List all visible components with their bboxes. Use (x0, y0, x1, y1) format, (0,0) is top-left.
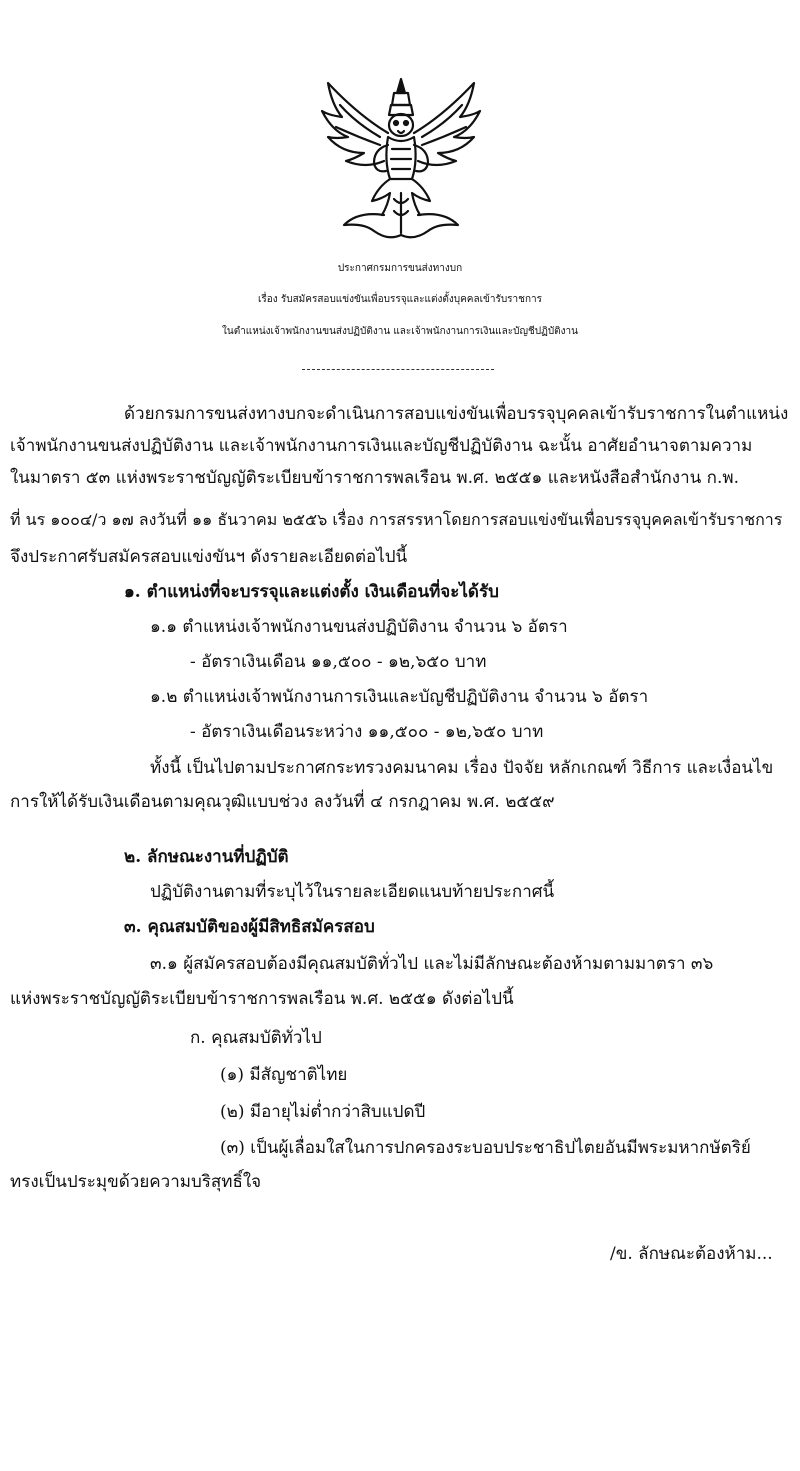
position-1: ๑.๑ ตำแหน่งเจ้าพนักงานขนส่งปฏิบัติงาน จำนวน ๖ อัตรา (150, 617, 568, 637)
intro-line-4: ที่ นร ๑๐๐๔/ว ๑๗ ลงวันที่ ๑๑ ธันวาคม ๒๕๕๖ เรื่อง การสรรหาโดยการสอบแข่งขันเพื่อบรรจุบุคคลเข้ารับราชการ (10, 510, 783, 529)
section-2-body: ปฏิบัติงานตามที่ระบุไว้ในรายละเอียดแนบท้ายประกาศนี้ (150, 882, 555, 902)
qualification-item-2: (๒) มีอายุไม่ต่ำกว่าสิบแปดปี (220, 1102, 426, 1122)
garuda-emblem-icon (318, 75, 484, 243)
salary-note-line-1: ทั้งนี้ เป็นไปตามประกาศกระทรวงคมนาคม เรื่อง ปัจจัย หลักเกณฑ์ วิธีการ และเงื่อนไข (150, 758, 774, 778)
announcement-positions: ในตำแหน่งเจ้าพนักงานขนส่งปฏิบัติงาน และเจ้าพนักงานการเงินและบัญชีปฏิบัติงาน (221, 326, 579, 337)
salary-note-line-2: การให้ได้รับเงินเดือนตามคุณวุฒิแบบช่วง ลงวันที่ ๔ กรกฎาคม พ.ศ. ๒๕๕๙ (10, 792, 555, 812)
section-2-heading: ๒. ลักษณะงานที่ปฏิบัติ (124, 847, 289, 867)
intro-line-5: จึงประกาศรับสมัครสอบแข่งขันฯ ดังรายละเอียดต่อไปนี้ (10, 547, 408, 567)
title-divider (302, 369, 494, 370)
qualification-item-3-line-2: ทรงเป็นประมุขด้วยความบริสุทธิ์ใจ (10, 1172, 262, 1192)
section-3-heading: ๓. คุณสมบัติของผู้มีสิทธิสมัครสอบ (124, 917, 375, 937)
intro-line-3: ในมาตรา ๕๓ แห่งพระราชบัญญัติระเบียบข้าราชการพลเรือน พ.ศ. ๒๕๕๑ และหนังสือสำนักงาน ก.พ. (10, 468, 739, 488)
general-qualifications-heading: ก. คุณสมบัติทั่วไป (190, 1028, 322, 1048)
qualification-item-1: (๑) มีสัญชาติไทย (220, 1065, 348, 1085)
continuation-note: /ข. ลักษณะต้องห้าม... (610, 1244, 773, 1264)
section-1-heading: ๑. ตำแหน่งที่จะบรรจุและแต่งตั้ง เงินเดือนที่จะได้รับ (124, 582, 499, 602)
garuda-emblem (318, 75, 484, 243)
intro-line-1: ด้วยกรมการขนส่งทางบกจะดำเนินการสอบแข่งขันเพื่อบรรจุบุคคลเข้ารับราชการในตำแหน่ง (124, 404, 789, 424)
position-2-salary: - อัตราเงินเดือนระหว่าง ๑๑,๕๐๐ - ๑๒,๖๕๐ บาท (190, 722, 544, 742)
position-1-salary: - อัตราเงินเดือน ๑๑,๕๐๐ - ๑๒,๖๕๐ บาท (190, 652, 487, 672)
announcement-subject: เรื่อง รับสมัครสอบแข่งขันเพื่อบรรจุและแต่งตั้งบุคคลเข้ารับราชการ (258, 294, 542, 305)
qualification-3-1-line-2: แห่งพระราชบัญญัติระเบียบข้าราชการพลเรือน พ.ศ. ๒๕๕๑ ดังต่อไปนี้ (10, 989, 514, 1009)
qualification-3-1-line-1: ๓.๑ ผู้สมัครสอบต้องมีคุณสมบัติทั่วไป และไม่มีลักษณะต้องห้ามตามมาตรา ๓๖ (150, 954, 714, 974)
announcement-title: ประกาศกรมการขนส่งทางบก (337, 263, 463, 274)
intro-line-2: เจ้าพนักงานขนส่งปฏิบัติงาน และเจ้าพนักงานการเงินและบัญชีปฏิบัติงาน ฉะนั้น อาศัยอำนาจตามความ (10, 436, 753, 456)
position-2: ๑.๒ ตำแหน่งเจ้าพนักงานการเงินและบัญชีปฏิบัติงาน จำนวน ๖ อัตรา (150, 687, 649, 707)
qualification-item-3-line-1: (๓) เป็นผู้เลื่อมใสในการปกครองระบอบประชาธิปไตยอันมีพระมหากษัตริย์ (220, 1138, 751, 1158)
